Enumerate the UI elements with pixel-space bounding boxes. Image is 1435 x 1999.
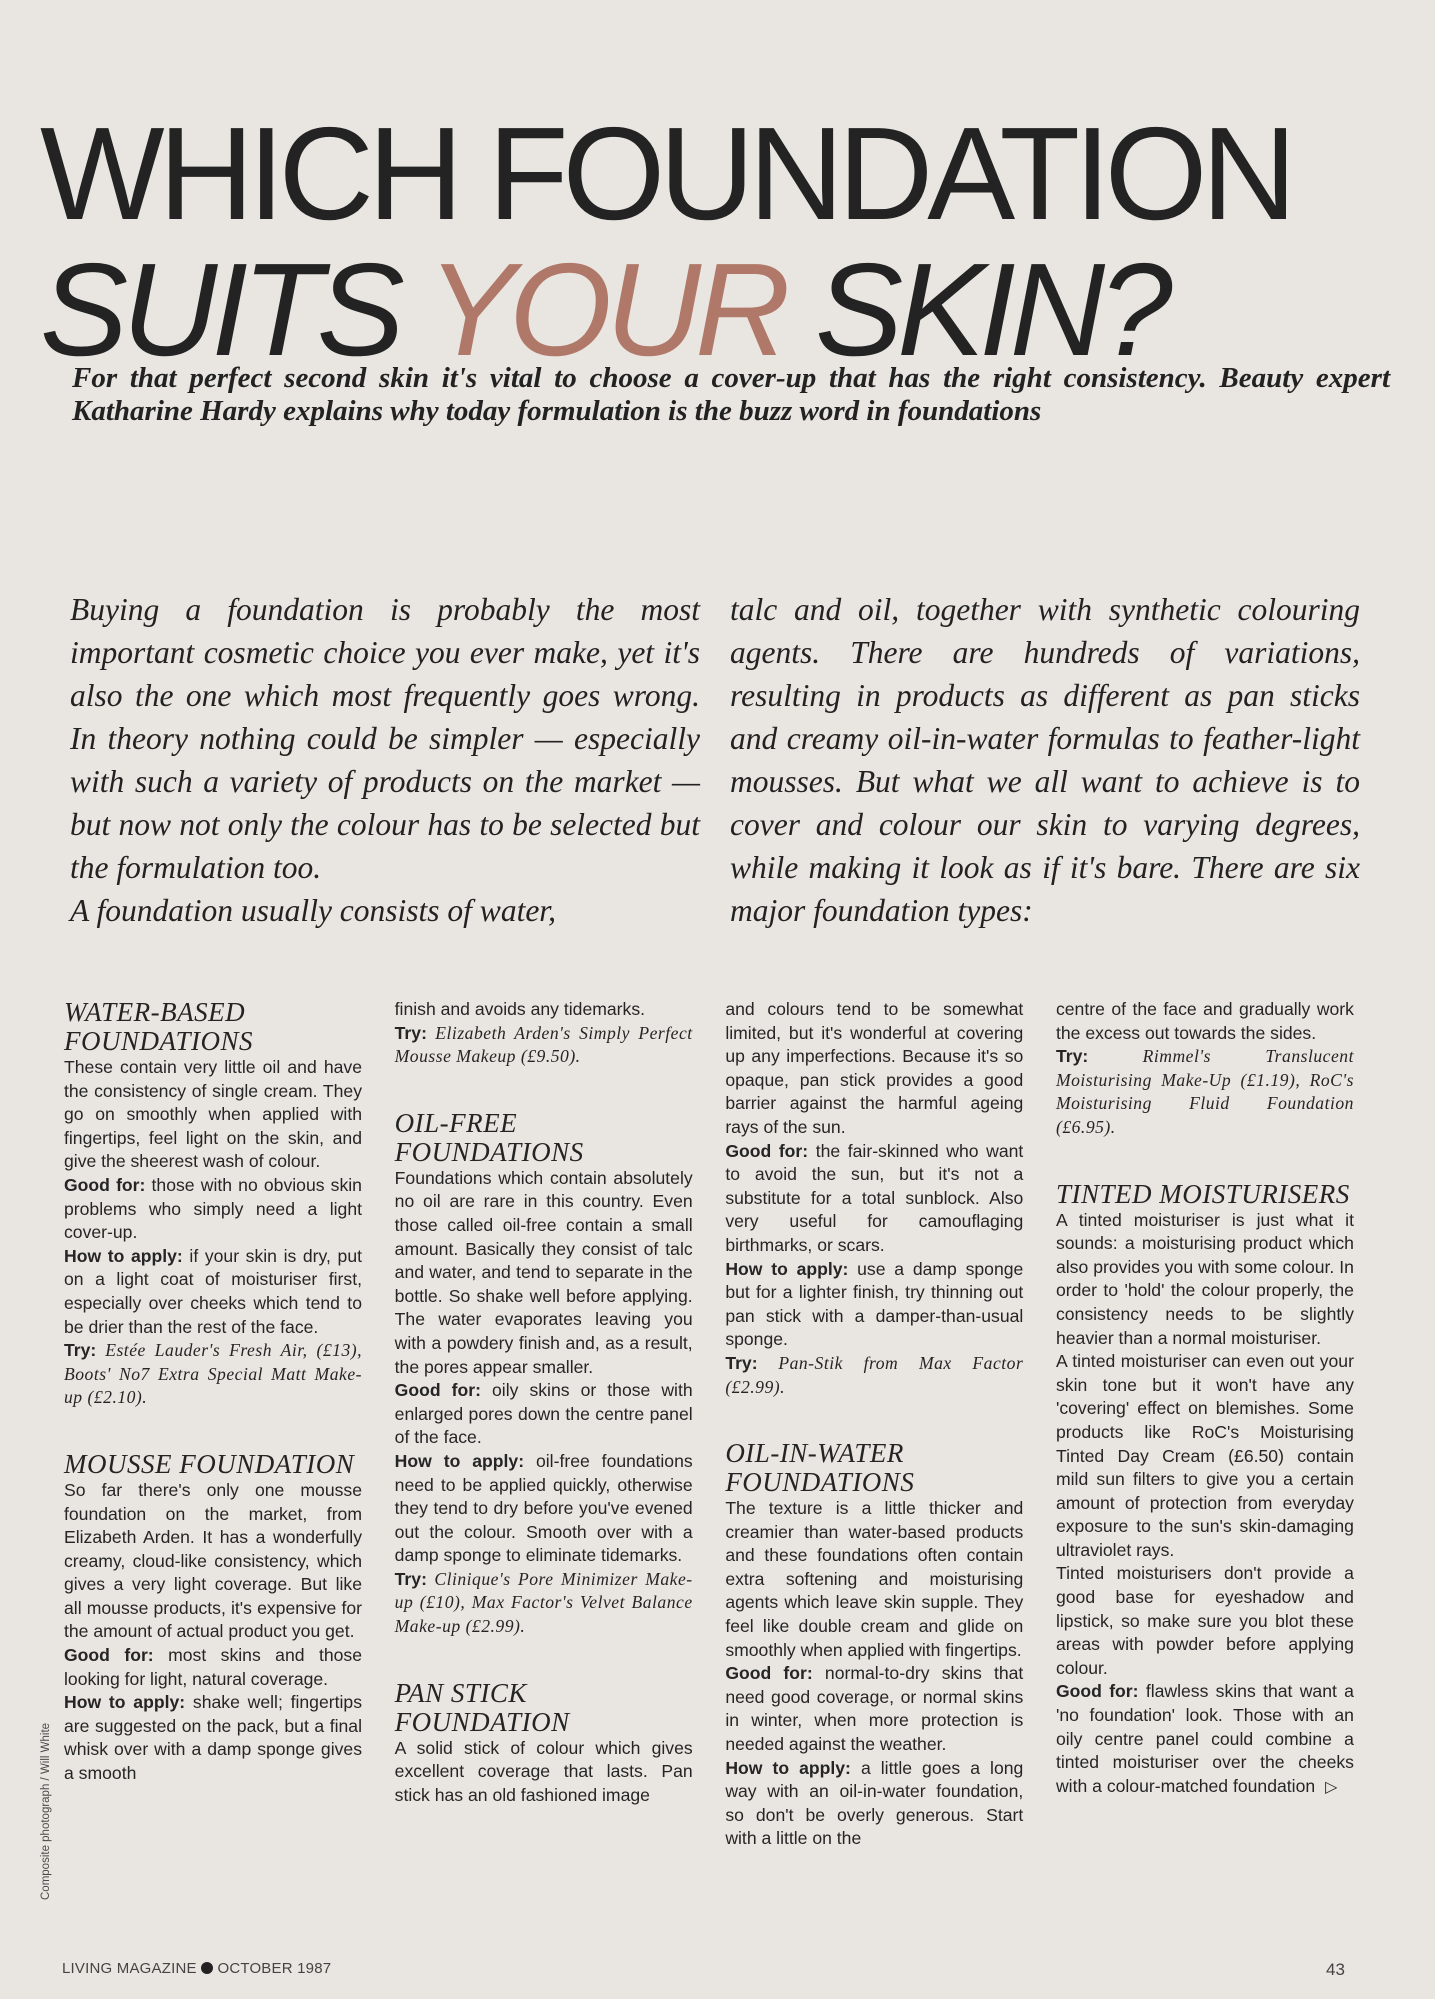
oil-in-water-continued: centre of the face and gradually work the excess out towards the sides.	[1055, 999, 1354, 1043]
pan-stick-good-for-text: the fair-skinned who want to avoid the sun, but it's not a substitute for a total sunblock. Also very useful for camouflaging birthmarks, or scars.	[725, 1140, 1024, 1255]
headline-accent-word: YOUR	[427, 236, 785, 383]
oil-in-water-how-to-apply	[725, 1757, 1023, 1851]
oil-free-good-for-text: oily skins or those with enlarged pores down the centre panel of the face.	[394, 1380, 693, 1448]
oil-in-water-heading: OIL-IN-WATER FOUNDATIONS	[725, 1438, 915, 1498]
oil-in-water-how-to-apply-text: a little goes a long way with an oil-in-water foundation, so don't be overly generous. Start with a little on the	[725, 1757, 1024, 1849]
mousse-continued: finish and avoids any tidemarks.	[394, 999, 646, 1019]
try-label: Try:	[64, 1340, 97, 1361]
oil-in-water-try	[1056, 1045, 1354, 1139]
pan-stick-continued: and colours tend to be somewhat limited, but it's wonderful at covering up any imperfections. Because it's so opaque, pan stick provides a good barrier against the harmful ageing rays of the sun.	[725, 999, 1024, 1137]
good-for-label: Good for:	[725, 1140, 809, 1161]
mousse-try	[395, 1022, 693, 1069]
continue-arrow-icon: ▷	[1325, 1778, 1338, 1796]
mousse-how-to-apply	[64, 1691, 362, 1785]
article-columns	[64, 998, 1354, 1851]
water-based-good-for-text: those with no obvious skin problems who simply need a light cover-up.	[64, 1174, 362, 1243]
pan-stick-body: A solid stick of colour which gives excellent coverage that lasts. Pan stick has an old fashioned image	[394, 1737, 693, 1805]
tinted-good-for	[1056, 1680, 1354, 1799]
tinted-body-3: Tinted moisturisers don't provide a good base for eyeshadow and lipstick, so make sure you blot these areas with powder before applying colour.	[1055, 1563, 1354, 1678]
standfirst: For that perfect second skin it's vital to choose a cover-up that has the right consistency. Beauty expert Katharine Hardy explains why today formulation is the buzz word in foundations	[72, 362, 1390, 427]
pan-stick-how-to-apply-text: use a damp sponge but for a lighter finish, try thinning out pan stick with a damper-than-usual sponge.	[725, 1258, 1024, 1350]
mousse-heading: MOUSSE FOUNDATION	[64, 1448, 355, 1479]
page-number: 43	[1326, 1960, 1345, 1979]
mousse-good-for	[64, 1644, 362, 1691]
pan-stick-try	[725, 1352, 1023, 1399]
water-based-good-for	[64, 1174, 362, 1245]
how-to-apply-label: How to apply:	[394, 1450, 525, 1471]
how-to-apply-label: How to apply:	[64, 1245, 183, 1266]
oil-in-water-good-for	[725, 1662, 1023, 1756]
tinted-heading: TINTED MOISTURISERS	[1055, 1178, 1350, 1209]
mousse-good-for-text: most skins and those looking for light, natural coverage.	[64, 1645, 362, 1689]
intro-left-column: Buying a foundation is probably the most important cosmetic choice you ever make, yet it's also the one which most frequently goes wrong. In theory nothing could be simpler — especially with such a variety of products on the market — but now not only the colour has to be selected but the formulation too. A foundation usually consists of water,	[70, 592, 700, 928]
pan-stick-try-text: Pan-Stik from Max Factor (£2.99).	[725, 1352, 1024, 1397]
try-label: Try:	[394, 1022, 427, 1043]
oil-in-water-try-text: Rimmel's Translucent Moisturising Make-Up (£1.19), RoC's Moisturising Fluid Foundation (£6.95).	[1055, 1046, 1354, 1137]
water-based-try	[64, 1339, 362, 1410]
tinted-good-for-text: flawless skins that want a 'no foundation' look. Those with an oily centre panel could combine a tinted moisturiser over the cheeks with a colour-matched foundation	[1055, 1681, 1354, 1796]
water-based-body: These contain very little oil and have the consistency of single cream. They go on smoothly when applied with fingertips, feel light on the skin, and give the sheerest wash of colour.	[64, 1057, 362, 1172]
water-based-try-text: Estée Lauder's Fresh Air, (£13), Boots' No7 Extra Special Matt Make-up (£2.10).	[64, 1340, 362, 1408]
intro-right-column: talc and oil, together with synthetic colouring agents. There are hundreds of variations, resulting in products as different as pan sticks and creamy oil-in-water formulas to feather-light mousses. But what we all want to achieve is to cover and colour our skin to varying degrees, while making it look as if it's bare. There are six major foundation types:	[730, 592, 1360, 928]
headline-line-2	[40, 236, 1410, 383]
intro-text	[70, 588, 1360, 932]
water-based-how-to-apply	[64, 1245, 362, 1339]
issue-date: OCTOBER 1987	[217, 1960, 332, 1977]
oil-free-how-to-apply-text: oil-free foundations need to be applied quickly, otherwise they tend to dry before you've evened out the colour. Smooth over with a damp sponge to eliminate tidemarks.	[394, 1450, 693, 1566]
good-for-label: Good for:	[64, 1174, 146, 1195]
oil-in-water-good-for-text: normal-to-dry skins that need good coverage, or normal skins in winter, when more protection is needed against the weather.	[725, 1663, 1024, 1755]
headline-line-2-end: SKIN?	[784, 236, 1167, 383]
water-based-how-to-apply-text: if your skin is dry, put on a light coat of moisturiser first, especially over cheeks which tend to be drier than the rest of the face.	[64, 1245, 362, 1337]
mousse-body: So far there's only one mousse foundation on the market, from Elizabeth Arden. It has a wonderfully creamy, cloud-like consistency, which gives a very light coverage. But like all mousse products, it's expensive for the amount of actual product you get.	[64, 1479, 362, 1642]
bullet-dot-icon	[201, 1962, 213, 1974]
mousse-how-to-apply-text: shake well; fingertips are suggested on the pack, but a final whisk over with a damp sponge gives a smooth	[64, 1692, 362, 1784]
article-column-2	[395, 998, 693, 1851]
good-for-label: Good for:	[394, 1380, 481, 1401]
headline-line-1: WHICH FOUNDATION	[40, 100, 1291, 247]
tinted-body-1: A tinted moisturiser is just what it sounds: a moisturising product which also provides you with some colour. In order to 'hold' the colour properly, the consistency needs to be slightly heavier than a normal moisturiser.	[1055, 1209, 1354, 1348]
how-to-apply-label: How to apply:	[725, 1258, 849, 1279]
pan-stick-good-for	[725, 1140, 1023, 1258]
how-to-apply-label: How to apply:	[64, 1692, 186, 1713]
good-for-label: Good for:	[725, 1663, 813, 1684]
magazine-name: LIVING MAGAZINE	[62, 1960, 197, 1977]
good-for-label: Good for:	[64, 1645, 154, 1666]
how-to-apply-label: How to apply:	[725, 1757, 851, 1778]
oil-in-water-body: The texture is a little thicker and creamier than water-based products and these foundations often contain extra softening and moisturising agents which leave skin supple. They feel like double cream and glide on smoothly when applied with fingertips.	[725, 1498, 1024, 1660]
pan-stick-heading: PAN STICK FOUNDATION	[394, 1677, 570, 1737]
tinted-body-2: A tinted moisturiser can even out your skin tone but it won't have any 'covering' effect on blemishes. Some products like RoC's Moisturising Tinted Day Cream (£6.50) contain mild sun filters to give you a certain amount of protection from everyday exposure to the sun's skin-damaging ultraviolet rays.	[1055, 1351, 1354, 1560]
oil-free-try-text: Clinique's Pore Minimizer Make-up (£10), Max Factor's Velvet Balance Make-up (£2.99).	[394, 1568, 693, 1637]
oil-free-good-for	[395, 1379, 693, 1450]
oil-free-how-to-apply	[395, 1450, 693, 1568]
article-column-1	[64, 998, 362, 1851]
headline-line-2-start: SUITS	[40, 236, 428, 383]
photo-credit: Composite photograph / Will White	[40, 1722, 52, 1900]
pan-stick-how-to-apply	[725, 1258, 1023, 1352]
mousse-try-text: Elizabeth Arden's Simply Perfect Mousse Makeup (£9.50).	[394, 1022, 693, 1067]
try-label: Try:	[394, 1568, 427, 1589]
headline	[40, 100, 1410, 383]
article-column-4	[1056, 998, 1354, 1851]
oil-free-heading: OIL-FREE FOUNDATIONS	[394, 1107, 584, 1167]
oil-free-body: Foundations which contain absolutely no oil are rare in this country. Even those called oil-free contain a small amount. Basically they consist of talc and water, and tend to separate in the bottle. So shake well before applying. The water evaporates leaving you with a powdery finish and, as a result, the pores appear smaller.	[394, 1167, 693, 1377]
oil-free-try	[395, 1568, 693, 1639]
try-label: Try:	[1055, 1046, 1089, 1067]
good-for-label: Good for:	[1055, 1681, 1139, 1702]
water-based-heading: WATER-BASED FOUNDATIONS	[64, 997, 254, 1056]
footer-masthead	[62, 1960, 331, 1977]
article-column-3	[725, 998, 1023, 1851]
try-label: Try:	[725, 1352, 758, 1373]
